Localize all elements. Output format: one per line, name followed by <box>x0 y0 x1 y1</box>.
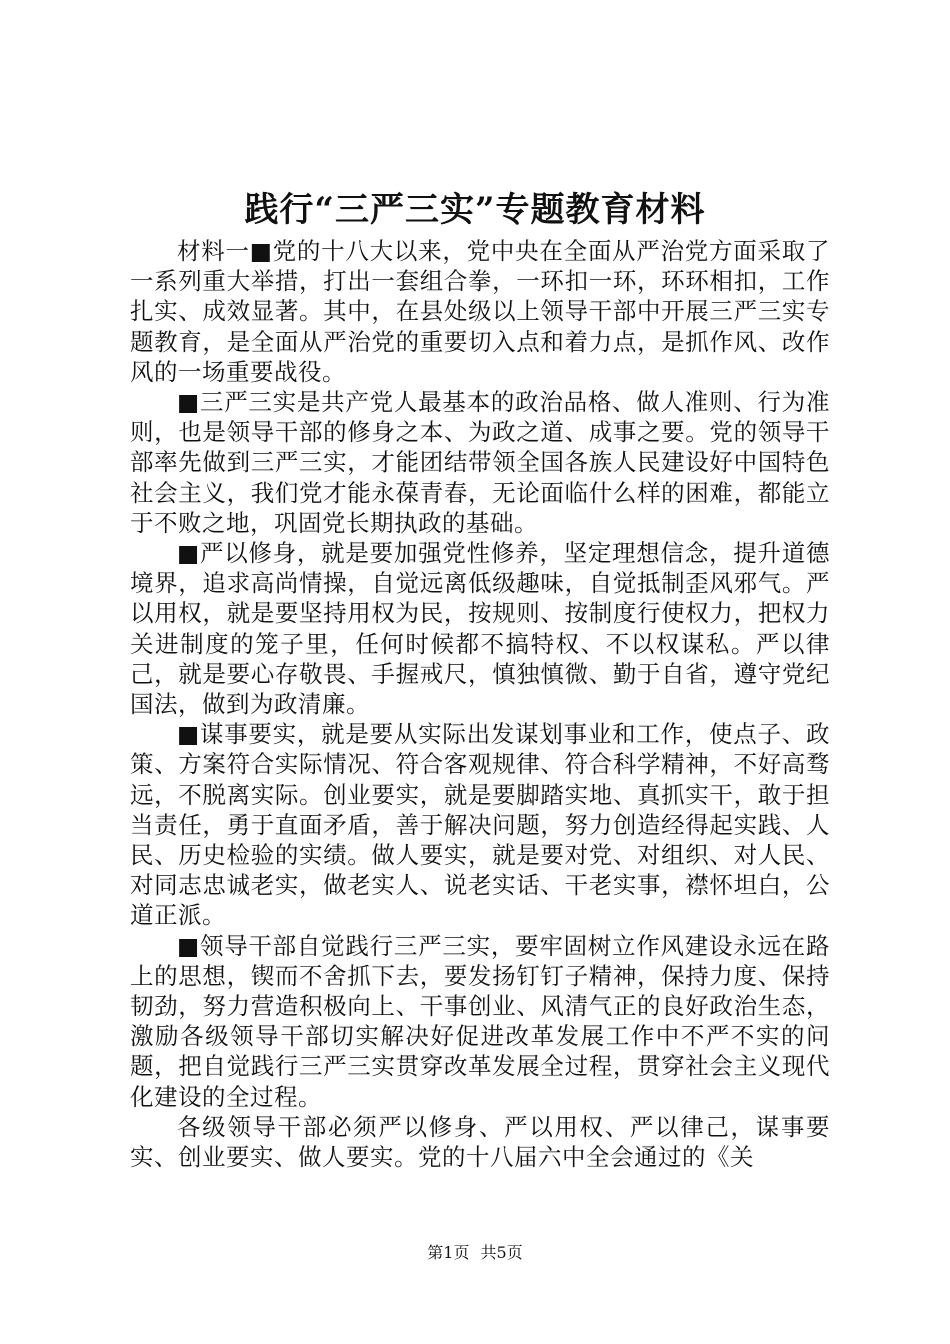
paragraph: 各级领导干部必须严以修身、严以用权、严以律己，谋事要实、创业要实、做人要实。党的十八届六中全会通过的《关 <box>130 1112 830 1172</box>
document-title: 践行“三严三实”专题教育材料 <box>244 190 706 230</box>
page-total: 共5页 <box>480 1243 523 1262</box>
paragraph: 材料一■党的十八大以来，党中央在全面从严治党方面采取了一系列重大举措，打出一套组合拳，一环扣一环，环环相扣，工作扎实、成效显著。其中，在县处级以上领导干部中开展三严三实专题教育，是全面从严治党的重要切入点和着力点，是抓作风、改作风的一场重要战役。 <box>130 237 830 386</box>
page-footer <box>0 1243 950 1263</box>
paragraph: ■领导干部自觉践行三严三实，要牢固树立作风建设永远在路上的思想，锲而不舍抓下去，要发扬钉钉子精神，保持力度、保持韧劲，努力营造积极向上、干事创业、风清气正的良好政治生态，激励各级领导干部切实解决好促进改革发展工作中不严不实的问题，把自觉践行三严三实贯穿改革发展全过程，贯穿社会主义现代化建设的全过程。 <box>130 931 830 1111</box>
paragraph: ■三严三实是共产党人最基本的政治品格、做人准则、行为准则，也是领导干部的修身之本、为政之道、成事之要。党的领导干部率先做到三严三实，才能团结带领全国各族人民建设好中国特色社会主义，我们党才能永葆青春，无论面临什么样的困难，都能立于不败之地，巩固党长期执政的基础。 <box>130 388 830 537</box>
paragraph: ■谋事要实，就是要从实际出发谋划事业和工作，使点子、政策、方案符合实际情况、符合客观规律、符合科学精神，不好高骛远，不脱离实际。创业要实，就是要脚踏实地、真抓实干，敢于担当责任，勇于直面矛盾，善于解决问题，努力创造经得起实践、人民、历史检验的实绩。做人要实，就是要对党、对组织、对人民、对同志忠诚老实，做老实人、说老实话、干老实事，襟怀坦白，公道正派。 <box>130 720 830 930</box>
page-number: 第1页 <box>427 1243 470 1262</box>
paragraph: ■严以修身，就是要加强党性修养，坚定理想信念，提升道德境界，追求高尚情操，自觉远离低级趣味，自觉抵制歪风邪气。严以用权，就是要坚持用权为民，按规则、按制度行使权力，把权力关进制度的笼子里，任何时候都不搞特权、不以权谋私。严以律己，就是要心存敬畏、手握戒尺，慎独慎微、勤于自省，遵守党纪国法，做到为政清廉。 <box>130 539 830 719</box>
document-body <box>130 236 830 1172</box>
